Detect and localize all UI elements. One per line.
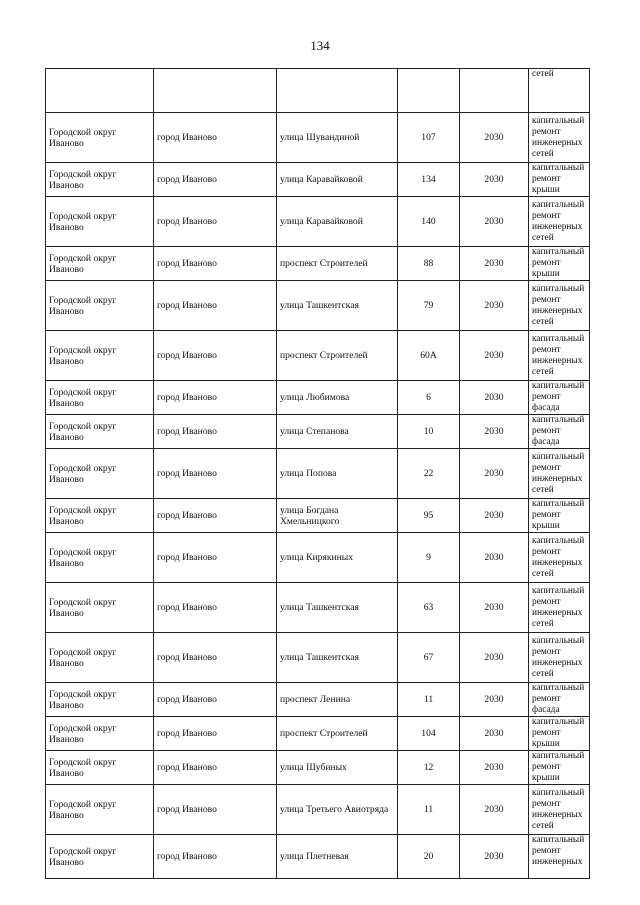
table-row	[46, 835, 590, 879]
work-type-cell: капитальный ремонт крыши	[529, 717, 590, 751]
house-number-cell: 88	[398, 247, 460, 281]
work-type-cell: капитальный ремонт инженерных сетей	[529, 197, 590, 247]
city-cell: город Иваново	[154, 785, 277, 835]
city-cell: город Иваново	[154, 331, 277, 381]
year-cell: 2030	[460, 751, 529, 785]
work-type-cell: капитальный ремонт инженерных сетей	[529, 331, 590, 381]
table-row	[46, 633, 590, 683]
table-row	[46, 785, 590, 835]
year-cell: 2030	[460, 247, 529, 281]
city-cell: город Иваново	[154, 751, 277, 785]
house-number-cell: 104	[398, 717, 460, 751]
year-cell: 2030	[460, 331, 529, 381]
municipality-cell: Городской округ Иваново	[46, 163, 154, 197]
city-cell: город Иваново	[154, 197, 277, 247]
municipality-cell: Городской округ Иваново	[46, 499, 154, 533]
table-row	[46, 69, 590, 113]
city-cell: город Иваново	[154, 583, 277, 633]
table-row	[46, 583, 590, 633]
municipality-cell: Городской округ Иваново	[46, 717, 154, 751]
house-number-cell: 107	[398, 113, 460, 163]
year-cell: 2030	[460, 415, 529, 449]
work-type-cell: капитальный ремонт инженерных сетей	[529, 449, 590, 499]
municipality-cell: Городской округ Иваново	[46, 683, 154, 717]
municipality-cell: Городской округ Иваново	[46, 281, 154, 331]
work-type-cell: капитальный ремонт крыши	[529, 247, 590, 281]
table-row	[46, 499, 590, 533]
year-cell: 2030	[460, 381, 529, 415]
city-cell: город Иваново	[154, 717, 277, 751]
work-type-cell: капитальный ремонт фасада	[529, 683, 590, 717]
year-cell: 2030	[460, 163, 529, 197]
table-row	[46, 281, 590, 331]
year-cell: 2030	[460, 633, 529, 683]
work-type-cell: капитальный ремонт фасада	[529, 415, 590, 449]
year-cell: 2030	[460, 449, 529, 499]
city-cell: город Иваново	[154, 449, 277, 499]
table-row	[46, 381, 590, 415]
municipality-cell: Городской округ Иваново	[46, 381, 154, 415]
municipality-cell: Городской округ Иваново	[46, 449, 154, 499]
house-number-cell: 63	[398, 583, 460, 633]
work-type-cell: капитальный ремонт фасада	[529, 381, 590, 415]
municipality-cell: Городской округ Иваново	[46, 113, 154, 163]
street-cell: проспект Строителей	[277, 717, 398, 751]
municipality-cell	[46, 69, 154, 113]
house-number-cell: 79	[398, 281, 460, 331]
work-type-cell: капитальный ремонт крыши	[529, 499, 590, 533]
year-cell: 2030	[460, 499, 529, 533]
table-row	[46, 415, 590, 449]
work-type-cell: сетей	[529, 69, 590, 113]
work-type-cell: капитальный ремонт инженерных сетей	[529, 281, 590, 331]
street-cell: улица Любимова	[277, 381, 398, 415]
municipality-cell: Городской округ Иваново	[46, 751, 154, 785]
year-cell: 2030	[460, 835, 529, 879]
house-number-cell: 11	[398, 785, 460, 835]
work-type-cell: капитальный ремонт инженерных сетей	[529, 533, 590, 583]
table-row	[46, 683, 590, 717]
city-cell	[154, 69, 277, 113]
street-cell: улица Попова	[277, 449, 398, 499]
table-row	[46, 331, 590, 381]
city-cell: город Иваново	[154, 499, 277, 533]
municipality-cell: Городской округ Иваново	[46, 633, 154, 683]
city-cell: город Иваново	[154, 113, 277, 163]
city-cell: город Иваново	[154, 835, 277, 879]
house-number-cell: 11	[398, 683, 460, 717]
work-type-cell: капитальный ремонт инженерных	[529, 835, 590, 879]
house-number-cell: 12	[398, 751, 460, 785]
city-cell: город Иваново	[154, 381, 277, 415]
street-cell: улица Степанова	[277, 415, 398, 449]
house-number-cell	[398, 69, 460, 113]
table-row	[46, 247, 590, 281]
table-row	[46, 449, 590, 499]
city-cell: город Иваново	[154, 247, 277, 281]
house-number-cell: 9	[398, 533, 460, 583]
municipality-cell: Городской округ Иваново	[46, 533, 154, 583]
street-cell: улица Ташкентская	[277, 583, 398, 633]
street-cell: улица Третьего Авиотряда	[277, 785, 398, 835]
table-body	[46, 69, 590, 879]
city-cell: город Иваново	[154, 415, 277, 449]
house-number-cell: 67	[398, 633, 460, 683]
street-cell: улица Шувандиной	[277, 113, 398, 163]
house-number-cell: 10	[398, 415, 460, 449]
municipality-cell: Городской округ Иваново	[46, 331, 154, 381]
city-cell: город Иваново	[154, 683, 277, 717]
city-cell: город Иваново	[154, 633, 277, 683]
city-cell: город Иваново	[154, 281, 277, 331]
street-cell: улица Плетневая	[277, 835, 398, 879]
street-cell	[277, 69, 398, 113]
street-cell: проспект Строителей	[277, 331, 398, 381]
year-cell: 2030	[460, 197, 529, 247]
table-row	[46, 113, 590, 163]
municipality-cell: Городской округ Иваново	[46, 197, 154, 247]
street-cell: улица Каравайковой	[277, 197, 398, 247]
page-number: 134	[310, 38, 330, 53]
work-type-cell: капитальный ремонт инженерных сетей	[529, 633, 590, 683]
table-row	[46, 717, 590, 751]
work-type-cell: капитальный ремонт инженерных сетей	[529, 113, 590, 163]
municipality-cell: Городской округ Иваново	[46, 785, 154, 835]
table-row	[46, 163, 590, 197]
house-number-cell: 60А	[398, 331, 460, 381]
street-cell: улица Ташкентская	[277, 281, 398, 331]
repair-schedule-table	[45, 68, 590, 879]
house-number-cell: 140	[398, 197, 460, 247]
house-number-cell: 6	[398, 381, 460, 415]
street-cell: проспект Ленина	[277, 683, 398, 717]
municipality-cell: Городской округ Иваново	[46, 835, 154, 879]
street-cell: улица Каравайковой	[277, 163, 398, 197]
year-cell: 2030	[460, 583, 529, 633]
street-cell: проспект Строителей	[277, 247, 398, 281]
year-cell: 2030	[460, 683, 529, 717]
house-number-cell: 134	[398, 163, 460, 197]
street-cell: улица Ташкентская	[277, 633, 398, 683]
city-cell: город Иваново	[154, 163, 277, 197]
house-number-cell: 20	[398, 835, 460, 879]
municipality-cell: Городской округ Иваново	[46, 415, 154, 449]
table-row	[46, 751, 590, 785]
city-cell: город Иваново	[154, 533, 277, 583]
table-row	[46, 197, 590, 247]
year-cell: 2030	[460, 533, 529, 583]
work-type-cell: капитальный ремонт крыши	[529, 163, 590, 197]
municipality-cell: Городской округ Иваново	[46, 583, 154, 633]
work-type-cell: капитальный ремонт инженерных сетей	[529, 785, 590, 835]
year-cell	[460, 69, 529, 113]
street-cell: улица Шубиных	[277, 751, 398, 785]
street-cell: улица Кирякиных	[277, 533, 398, 583]
year-cell: 2030	[460, 785, 529, 835]
year-cell: 2030	[460, 717, 529, 751]
house-number-cell: 95	[398, 499, 460, 533]
table-row	[46, 533, 590, 583]
house-number-cell: 22	[398, 449, 460, 499]
street-cell: улица Богдана Хмельницкого	[277, 499, 398, 533]
work-type-cell: капитальный ремонт инженерных сетей	[529, 583, 590, 633]
year-cell: 2030	[460, 281, 529, 331]
year-cell: 2030	[460, 113, 529, 163]
work-type-cell: капитальный ремонт крыши	[529, 751, 590, 785]
municipality-cell: Городской округ Иваново	[46, 247, 154, 281]
